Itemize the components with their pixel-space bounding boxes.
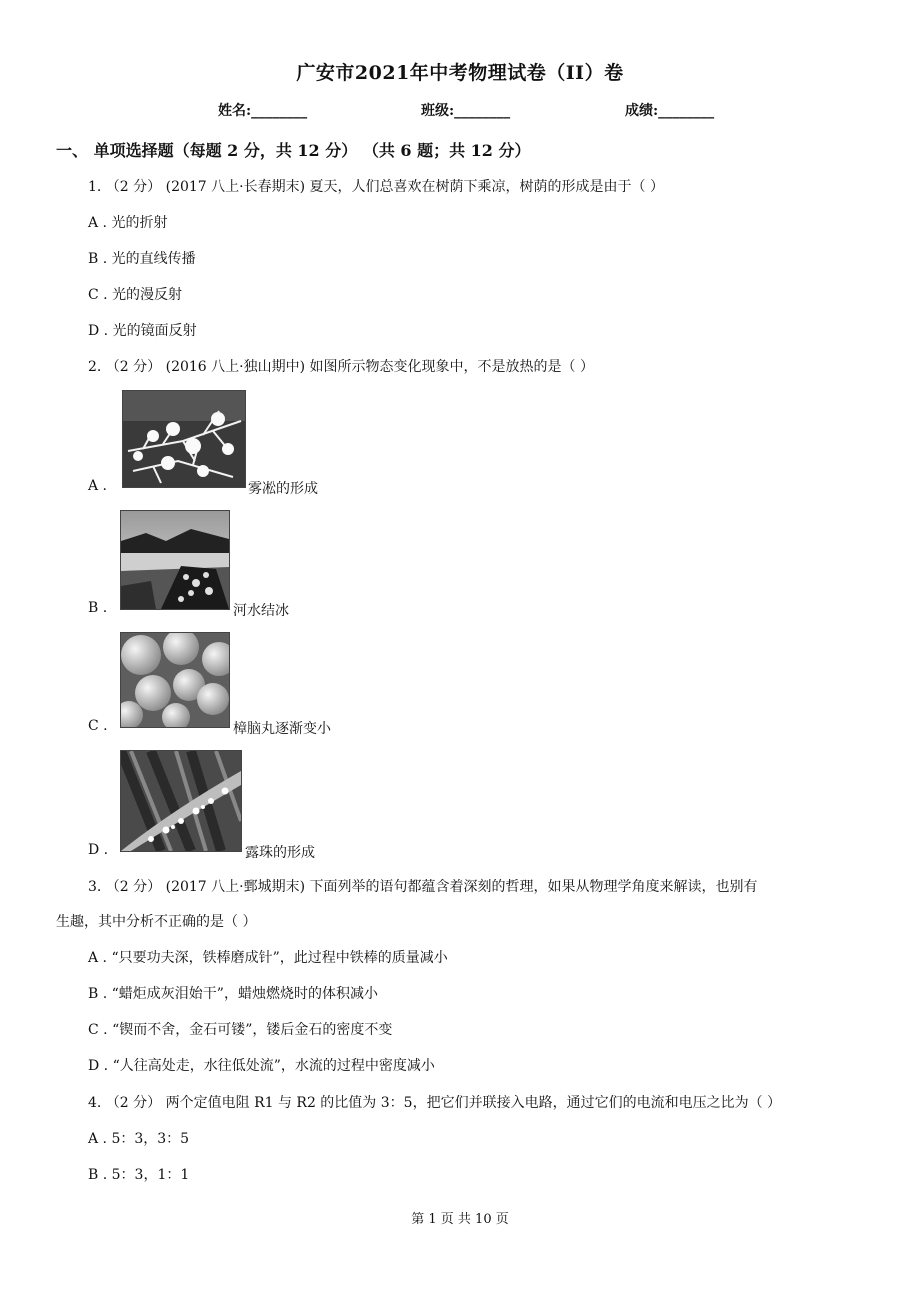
question-4-stem: 4. （2 分） 两个定值电阻 R1 与 R2 的比值为 3：5，把它们并联接入电路，通过它们的电流和电压之比为（ ） <box>88 1095 782 1111</box>
page-title: 广安市2021年中考物理试卷（II）卷 <box>296 62 624 84</box>
q1-option-b[interactable]: B . 光的直线传播 <box>88 251 196 267</box>
q2-option-d-caption: 露珠的形成 <box>245 845 315 861</box>
q1-option-a[interactable]: A . 光的折射 <box>88 215 168 231</box>
q2-option-c-letter[interactable]: C . <box>88 718 108 734</box>
q1-option-c[interactable]: C . 光的漫反射 <box>88 287 183 303</box>
frozen-river-photo-icon <box>120 510 230 610</box>
class-field[interactable]: 班级:________ <box>421 103 511 119</box>
rime-frost-photo-icon <box>122 390 246 488</box>
mothballs-photo-icon <box>120 632 230 728</box>
q2-option-a-caption: 雾凇的形成 <box>248 481 318 497</box>
q4-option-a[interactable]: A . 5：3，3：5 <box>88 1131 190 1147</box>
q2-option-b-caption: 河水结冰 <box>233 603 289 619</box>
question-2-stem: 2. （2 分） (2016 八上·独山期中) 如图所示物态变化现象中，不是放热的是（ ） <box>88 359 594 375</box>
question-3-stem-line1: 3. （2 分） (2017 八上·鄄城期末) 下面列举的语句都蕴含着深刻的哲理，如果从物理学角度来解读，也别有 <box>88 879 758 895</box>
section-heading: 一、 单项选择题（每题 2 分，共 12 分） （共 6 题；共 12 分） <box>56 141 531 160</box>
page-footer: 第 1 页 共 10 页 <box>411 1212 509 1227</box>
q3-option-d[interactable]: D . “人往高处走，水往低处流”，水流的过程中密度减小 <box>88 1058 435 1074</box>
q4-option-b[interactable]: B . 5：3，1：1 <box>88 1167 190 1183</box>
q3-option-b[interactable]: B . “蜡炬成灰泪始干”，蜡烛燃烧时的体积减小 <box>88 986 378 1002</box>
q2-option-a-letter[interactable]: A . <box>88 478 108 494</box>
score-field[interactable]: 成绩:________ <box>625 103 715 119</box>
q3-option-c[interactable]: C . “锲而不舍，金石可镂”，镂后金石的密度不变 <box>88 1022 393 1038</box>
name-field[interactable]: 姓名:________ <box>218 103 308 119</box>
question-3-stem-line2: 生趣，其中分析不正确的是（ ） <box>56 914 257 930</box>
q2-option-b-letter[interactable]: B . <box>88 600 108 616</box>
q2-option-d-letter[interactable]: D . <box>88 842 109 858</box>
q2-option-c-caption: 樟脑丸逐渐变小 <box>233 721 331 737</box>
question-1-stem: 1. （2 分） (2017 八上·长春期末) 夏天，人们总喜欢在树荫下乘凉，树荫的形成是由于（ ） <box>88 179 664 195</box>
q3-option-a[interactable]: A . “只要功夫深，铁棒磨成针”，此过程中铁棒的质量减小 <box>88 950 448 966</box>
q1-option-d[interactable]: D . 光的镜面反射 <box>88 323 197 339</box>
dewdrops-photo-icon <box>120 750 242 852</box>
